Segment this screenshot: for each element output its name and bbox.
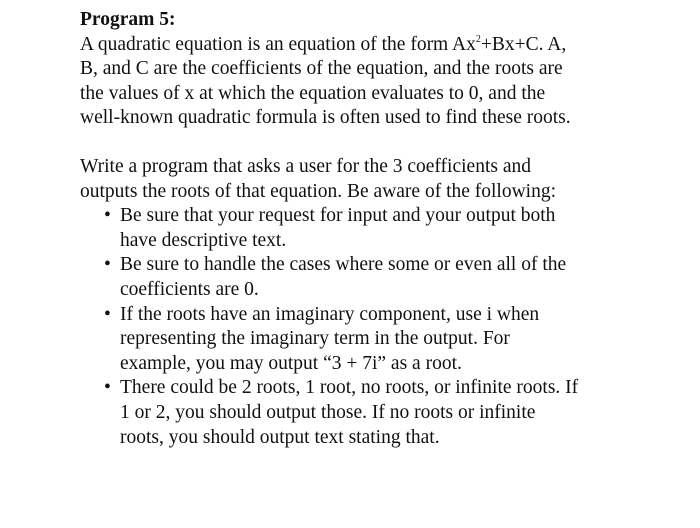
- list-item-line: If the roots have an imaginary component, use i when: [120, 303, 540, 325]
- list-item-line: have descriptive text.: [120, 229, 287, 251]
- list-item-line: example, you may output “3 + 7i” as a root.: [120, 352, 462, 374]
- task-line-1: Write a program that asks a user for the 3 coefficients and: [80, 155, 531, 177]
- list-item-text: [120, 253, 680, 302]
- bullet-icon: •: [104, 254, 111, 276]
- task-line-2: outputs the roots of that equation. Be aware of the following:: [80, 180, 557, 202]
- bullet-icon: •: [104, 377, 111, 399]
- list-item-line: representing the imaginary term in the output. For: [120, 328, 510, 350]
- exponent-superscript: 2: [475, 33, 481, 45]
- list-item-text: [120, 303, 680, 377]
- requirements-list: [80, 204, 680, 450]
- intro-line-1-tail: +Bx+C. A,: [480, 33, 567, 55]
- intro-paragraph: [80, 33, 680, 131]
- list-item-line: There could be 2 roots, 1 root, no roots, or infinite roots. If: [120, 377, 579, 399]
- intro-line-1: [80, 33, 680, 58]
- bullet-icon: •: [104, 303, 111, 325]
- intro-line-2: B, and C are the coefficients of the equation, and the roots are: [80, 58, 563, 80]
- list-item: [80, 253, 680, 302]
- list-item-line: coefficients are 0.: [120, 278, 259, 300]
- intro-line-3: the values of x at which the equation evaluates to 0, and the: [80, 82, 546, 104]
- list-item-line: 1 or 2, you should output those. If no roots or infinite: [120, 401, 536, 423]
- list-item-line: roots, you should output text stating that.: [120, 426, 440, 448]
- list-item-text: [120, 204, 680, 253]
- document-page: [80, 8, 680, 450]
- intro-line-4: well-known quadratic formula is often used to find these roots.: [80, 107, 571, 129]
- task-paragraph: [80, 155, 680, 204]
- bullet-icon: •: [104, 205, 111, 227]
- list-item-line: Be sure to handle the cases where some or even all of the: [120, 254, 567, 276]
- list-item: [80, 204, 680, 253]
- program-title: Program 5:: [80, 9, 176, 30]
- intro-line-1-text: A quadratic equation is an equation of the form Ax: [80, 33, 476, 55]
- list-item: [80, 376, 680, 450]
- list-item-line: Be sure that your request for input and your output both: [120, 205, 556, 227]
- list-item: [80, 303, 680, 377]
- list-item-text: [120, 376, 680, 450]
